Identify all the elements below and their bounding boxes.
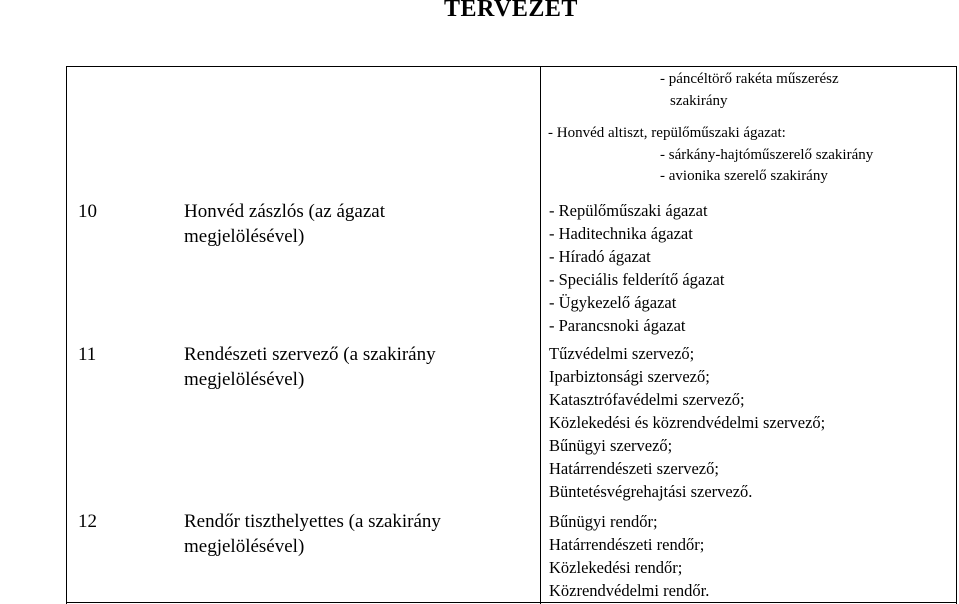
list-item: - Haditechnika ágazat — [549, 224, 693, 243]
table-bottom-border — [66, 602, 957, 603]
table-right-border — [956, 66, 957, 604]
list-item: - Ügykezelő ágazat — [549, 293, 677, 312]
list-item: - Híradó ágazat — [549, 247, 651, 266]
list-item: Tűzvédelmi szervező; — [549, 344, 695, 363]
list-item: Iparbiztonsági szervező; — [549, 367, 710, 386]
continuation-line: szakirány — [670, 93, 728, 109]
continuation-line: - sárkány-hajtóműszerelő szakirány — [660, 147, 874, 163]
document-title: TERVEZET — [444, 0, 578, 22]
row-name-line: megjelölésével) — [184, 226, 305, 247]
table-left-border — [66, 66, 67, 604]
table-column-divider — [540, 66, 541, 604]
row-name-line: Honvéd zászlós (az ágazat — [184, 201, 385, 222]
list-item: - Speciális felderítő ágazat — [549, 270, 725, 289]
list-item: Közrendvédelmi rendőr. — [549, 581, 710, 600]
list-item: Közlekedési és közrendvédelmi szervező; — [549, 413, 826, 432]
list-item: - Repülőműszaki ágazat — [549, 201, 708, 220]
list-item: - Parancsnoki ágazat — [549, 316, 686, 335]
row-name-line: Rendészeti szervező (a szakirány — [184, 344, 436, 365]
list-item: Katasztrófavédelmi szervező; — [549, 390, 745, 409]
continuation-line: - avionika szerelő szakirány — [660, 168, 828, 184]
row-number: 11 — [78, 344, 97, 365]
row-name-line: megjelölésével) — [184, 536, 305, 557]
list-item: Közlekedési rendőr; — [549, 558, 683, 577]
row-number: 10 — [78, 201, 97, 222]
list-item: Határrendészeti szervező; — [549, 459, 719, 478]
list-item: Határrendészeti rendőr; — [549, 535, 705, 554]
row-name-line: Rendőr tiszthelyettes (a szakirány — [184, 511, 441, 532]
continuation-line: - páncéltörő rakéta műszerész — [660, 71, 839, 87]
list-item: Büntetésvégrehajtási szervező. — [549, 482, 753, 501]
row-name-line: megjelölésével) — [184, 369, 305, 390]
list-item: Bűnügyi szervező; — [549, 436, 673, 455]
list-item: Bűnügyi rendőr; — [549, 512, 658, 531]
continuation-line: - Honvéd altiszt, repülőműszaki ágazat: — [548, 125, 786, 141]
table-top-border — [66, 66, 957, 67]
row-number: 12 — [78, 511, 97, 532]
